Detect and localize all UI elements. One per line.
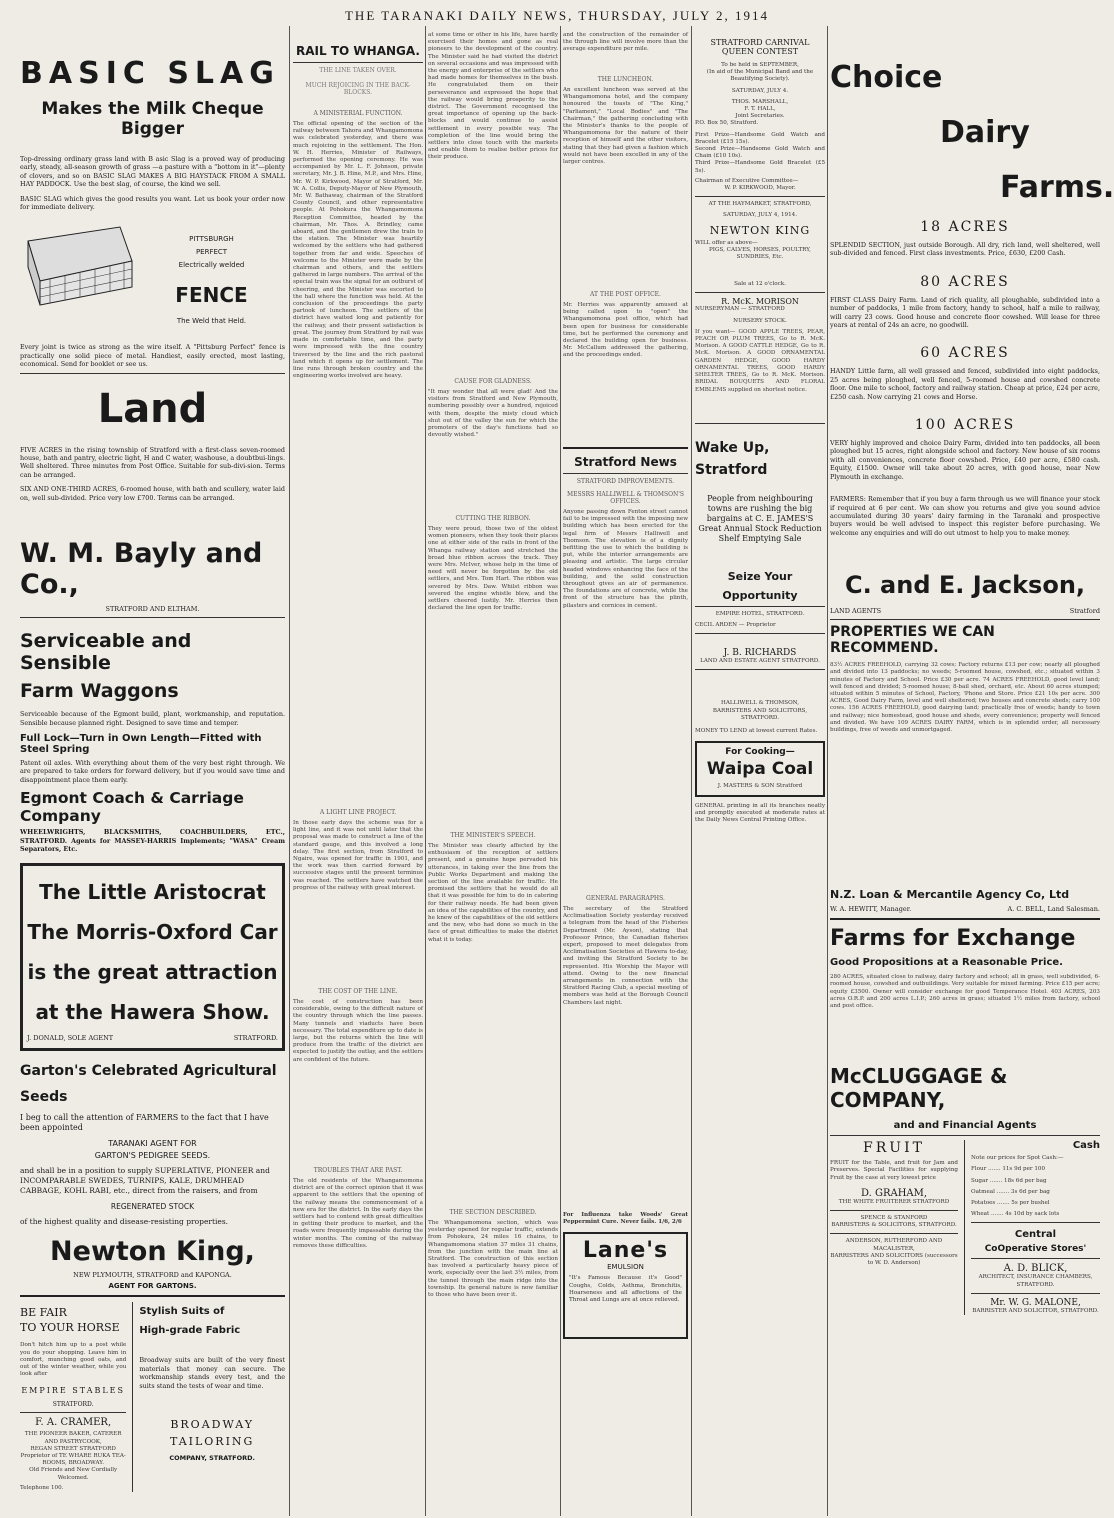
acres-100-heading: 100 ACRES <box>914 417 1016 434</box>
halliwell-ad: HALLIWELL & THOMSON, <box>720 700 799 707</box>
land-heading: Land <box>97 385 208 432</box>
waipa-coal-heading: Waipa Coal <box>706 759 814 780</box>
aristocrat-line-3: is the great attraction <box>27 960 278 985</box>
masthead: THE TARANAKI DAILY NEWS, THURSDAY, JULY 2, 1914 <box>344 8 770 23</box>
to-horse-heading: TO YOUR HORSE <box>20 1321 120 1335</box>
cause-body: "It may wonder that all were glad! And the visitors from Stratford and New Plymouth, numbering possibly over a hundred, rejoiced with them, despite the misty cloud which shut out of the valley the sun for which the promoters of the day's functions had so devoutly wished." <box>428 389 558 439</box>
empire-hotel: EMPIRE HOTEL, STRATFORD. <box>715 610 805 617</box>
jackson-heading: C. and E. Jackson, <box>844 571 1086 600</box>
carnival-kirkwood: W. P. KIRKWOOD, Mayor. <box>724 185 796 192</box>
article-continued-2: and the construction of the remainder of the through line will involve more than the average expenditure per mile. <box>563 32 688 53</box>
column-rule <box>289 26 290 1516</box>
horse-text: Don't hitch him up to a post while you do your shopping. Leave him in comfort, munching good oats, and out of the winter weather, while you look after <box>20 1342 127 1378</box>
five-acres-text: FIVE ACRES in the rising township of Stratford with a first-class seven-roomed house, bath and pantry, electric light, H and C water, washouse, a doubtbui-lings. Well sheltered. Three minutes from Post Office. Suitable for sub-divi-sion. Terms can be arranged. <box>20 445 285 479</box>
cost-body: The cost of construction has been considerable, owing to the difficult nature of the country through which the line passes. Many tunnels and viaducts have been necessary. The total expenditure up to date is large, but the returns which the line will produce from the traffic of the district are expected to justify the outlay, and the settlers are confident of the future. <box>293 999 423 1063</box>
cash-item: Potatoes ....... 5s per bushel <box>971 1199 1050 1206</box>
carnival-prize-1: First Prize—Handsome Gold Watch and Bracelet (£15 15s). <box>695 131 825 145</box>
carnival-held: To be held in SEPTEMBER, <box>721 62 799 68</box>
sale-items: PIGS, CALVES, HORSES, POULTRY, SUNDRIES, Etc. <box>709 246 811 261</box>
pedigree-seeds: GARTON'S PEDIGREE SEEDS. <box>94 1151 211 1161</box>
highest-quality: of the highest quality and disease-resisting properties. <box>20 1217 229 1227</box>
blick-heading: A. D. BLICK, <box>1003 1263 1068 1275</box>
high-grade-fabric: High-grade Fabric <box>139 1325 241 1337</box>
cash-item: Sugar ....... 18s 6d per bag <box>971 1177 1047 1184</box>
mccluggage-heading: McCLUGGAGE & COMPANY, <box>830 1064 1008 1113</box>
graham-sub: THE WHITE FRUITERER STRATFORD <box>838 1198 950 1205</box>
column-4 <box>563 26 688 1339</box>
cramer-line-4: Old Friends and New Cordially Welcomed. <box>29 1467 118 1481</box>
pittsburgh-label: PITTSBURGH <box>189 235 234 244</box>
cost-heading: THE COST OF THE LINE. <box>318 988 398 995</box>
choice-heading: Choice <box>830 60 943 95</box>
farms-heading: Farms. <box>1000 170 1114 205</box>
properties-heading: PROPERTIES WE CAN RECOMMEND. <box>830 624 995 657</box>
rail-sub-2: MUCH REJOICING IN THE BACK-BLOCKS. <box>305 82 411 96</box>
graham-heading: D. GRAHAM, <box>860 1187 928 1199</box>
haymarket-date: SATURDAY, JULY 4, 1914. <box>723 212 797 219</box>
properties-list: 83½ ACRES FREEHOLD, carrying 32 cows; Factory returns £13 per cow; nearly all ploughed and divided into 13 paddocks; no weeds; 5-roomed house, cowshed, etc.; situated within 3 minutes of Factory and School. Price £30 per acre. 74 ACRES FREEHOLD, good level land; well fenced and divided; 5-roomed house; 8-bail shed, orchard, etc. About 60 acres stumped; situated within 5 minutes of School, Factory, 'Phone and Store. Price £21 10s per acre. 300 ACRES, Good Dairy Farm, level and well sheltered; two houses and concrete sheds; carry 100 cows. 156 ACRES FREEHOLD, good dairying land; practically free of weeds; handy to town and railway; nice homestead, good house and sheds, every convenience; property well fenced and divided. We have 109 ACRES DAIRY FARM, which is in splendid order, all necessary buildings, free of weeds and unmortgaged. <box>830 662 1100 733</box>
rail-article-body: The official opening of the section of the railway between Tahora and Whangamomona was celebrated yesterday, and there was much rejoicing in the settlement. The Hon. W. H. Herries, Minister of Railways, performed the opening ceremony. He was accompanied by Mr. L. F. Johnson, private secretary, Mr. J. B. Hine, M.P., and Mrs. Hine, Mr. W. P. Kirkwood, Mayor of Stratford, Mr. W. A. Collis, Deputy-Mayor of New Plymouth, Mr. W. Bathaway, chairman of the Stratford County Council, and other representative people. At Pohokura the Whangamomona Reception Committee, headed by the chairman, Mr. Thos. A. Brindley, came aboard, and the gentlemen drew the train to the station. The Minister was heartily welcomed by the settlers who had gathered together from far and wide. Speeches of welcome to the Minister were made by the chairman and others, and the settlers gathered in large numbers. The arrival of the special train was the signal for an outburst of cheering, and the Minister was escorted to the hall where the function was held. At the conclusion of the proceedings the party partook of luncheon. The settlers of the district have waited long and patiently for the railway, and their present satisfaction is great. The journey from Stratford by rail was made in comfortable time, and the party were impressed with the fine country traversed by the line and the rich pastoral land which it opens up for settlement. The line runs through broken country and the engineering works involved are heavy. <box>293 121 423 380</box>
weld-slogan: The Weld that Held. <box>176 317 247 326</box>
anderson-heading: ANDERSON, RUTHERFORD AND MACALISTER, <box>845 1238 943 1252</box>
general-heading: GENERAL PARAGRAPHS. <box>586 895 665 902</box>
waggons-heading: Farm Waggons <box>20 680 179 703</box>
spence-sub: BARRISTERS & SOLICITORS, STRATFORD. <box>831 1222 957 1229</box>
broadway-heading: BROADWAY <box>170 1417 254 1431</box>
be-fair-heading: BE FAIR <box>20 1306 67 1320</box>
cutting-body: They were proud, those two of the oldest women pioneers, when they took their places one at either side of the rails in front of the Whanga railway station and stretched the broad blue ribbon across the track. They were Mrs. McIver, whose help in the time of need will never be forgotten by the old settlers, and Mrs. Tom Hart. The ribbon was severed by Mrs. Daw. Whilst ribbon was severed the engine whistle blew, and the settlers cheered lustily. Mr. Herries then declared the line open for traffic. <box>428 526 558 612</box>
general-printing: GENERAL printing in all its branches neatly and promptly executed at moderate rates at the Daily News Central Printing Office. <box>695 802 825 823</box>
cramer-line-3: Proprietor of TE WHARE RUKA TEA-ROOMS, BROADWAY. <box>20 1452 126 1467</box>
nursery-list: If you want— GOOD APPLE TREES, PEAR, PEACH OR PLUM TREES, Go to R. McK. Morison. A GOOD CATTLE HEDGE, Go to R. McK. Morison. A GOOD ORNAMENTAL GARDEN HEDGE, GOOD HARDY ORNAMENTAL TREES, GOOD HARDY SHELTER TREES, Go to R. McK. Morison. BRIDAL BOUQUETS AND FLORAL EMBLEMS supplied on shortest notice. <box>695 328 825 393</box>
column-rule <box>691 26 692 1516</box>
general-body: The secretary of the Stratford Acclimatisation Society yesterday received a telegram from the head of the Fisheries Department (Mr. Ayson), stating that Professor Prince, the Canadian fisheries expert, proposed to meet delegates from Acclimatisation Societies at Hawera to-day, and inviting the Stratford Society to be represented. His Worship the Mayor will attend. Owing to the new financial arrangements in connection with the Stratford Racing Club, a special meeting of members was held at the Borough Council Chambers last night. <box>563 906 688 1006</box>
acres-60-heading: 60 ACRES <box>920 345 1010 362</box>
carnival-aid: (In aid of the Municipal Band and the Beautifying Society). <box>706 69 814 83</box>
tailoring-heading: TAILORING <box>169 1434 255 1448</box>
improvements-heading: STRATFORD IMPROVEMENTS. <box>576 478 675 485</box>
carnival-prize-3: Third Prize—Handsome Gold Bracelet (£5 5s). <box>695 160 825 174</box>
column-1 <box>20 26 285 1492</box>
donald-agent: J. DONALD, SOLE AGENT <box>27 1034 114 1043</box>
article-continued-1: at some time or other in his life, have hardly exercised their homes and gone as real pioneers to the development of the country. The Minister said he had visited the district on several occasions and was impressed with the energy and enterprise of the settlers who had made homes for themselves in the bush. He congratulated them on their perseverance and expressed the hope that the railway would bring prosperity to the district. The Government recognised the great importance of opening up the back-blocks and would continue to assist settlement in every possible way. The completion of the line would bring the settlers into close touch with the markets and enable them to realise better prices for their produce. <box>428 32 558 161</box>
milk-cheque-heading: Makes the Milk Cheque Bigger <box>41 99 264 139</box>
acres-18-text: SPLENDID SECTION, just outside Borough. All dry, rich land, well sheltered, well sub-divided and fenced. First class investments. Price, £630, £200 Cash. <box>830 241 1100 258</box>
troubles-heading: TROUBLES THAT ARE PAST. <box>313 1167 403 1174</box>
column-3 <box>428 26 558 1480</box>
spence-heading: SPENCE & STANFORD <box>860 1214 928 1221</box>
column-6 <box>830 26 1114 1315</box>
section-heading: THE SECTION DESCRIBED. <box>449 1209 537 1216</box>
hewitt-manager: W. A. HEWITT, Manager. <box>830 905 912 914</box>
sale-time: Sale at 12 o'clock. <box>734 281 786 288</box>
richards-sub: LAND AND ESTATE AGENT STRATFORD. <box>700 658 820 665</box>
emulsion-logo: EMULSION <box>607 1263 644 1272</box>
column-rule <box>425 26 426 1516</box>
light-line-body: In those early days the scheme was for a light line, and it was not until later that the proposal was made to construct a line of the standard gauge, and this involved a long delay. The first section, from Stratford to Ngaire, was opened for traffic in 1901, and the work was then carried forward by successive stages until the present terminus was reached. The settlers have watched the progress of the railway with great interest. <box>293 820 423 891</box>
newton-king-sale-heading: NEWTON KING <box>709 223 811 237</box>
fruit-text: FRUIT for the Table, and fruit for Jam and Preserves. Special Facilities for supplying Fruit by the case at very lowest price <box>830 1160 958 1181</box>
stratford-news-heading: Stratford News <box>574 455 677 469</box>
cash-heading: Cash <box>1072 1140 1100 1152</box>
carnival-joint: Joint Secretaries. <box>735 113 785 120</box>
cutting-heading: CUTTING THE RIBBON. <box>455 515 531 522</box>
nursery-stock: NURSERY STOCK. <box>733 317 787 324</box>
carnival-heading: STRATFORD CARNIVAL QUEEN CONTEST <box>710 38 810 56</box>
rail-sub-3: A MINISTERIAL FUNCTION. <box>313 110 403 117</box>
electric-label: Electrically welded <box>178 261 245 270</box>
jackson-land-agents: LAND AGENTS <box>830 607 882 616</box>
aristocrat-line-4: at the Hawera Show. <box>35 1000 270 1025</box>
richards-heading: J. B. RICHARDS <box>723 648 797 659</box>
aristocrat-line-2: The Morris-Oxford Car <box>27 920 278 945</box>
dairy-heading: Dairy <box>940 115 1030 150</box>
bell-salesman: A. C. BELL, Land Salesman. <box>1007 905 1100 914</box>
improvements-body: Anyone passing down Fenton street cannot fail to be impressed with the imposing new building which has been erected for the legal firm of Messrs Halliwell and Thomson. The elevation is of a dignity befitting the use to which the building is put, while the interior arrangements are pleasing and artistic. The large circular headed windows enhancing the face of the building, and the solid construction throughout gives an air of permanence. The foundations are of concrete, while the front of the structure has the plinth, pilasters and cornices in cement. <box>563 509 688 609</box>
bayly-sub: STRATFORD AND ELTHAM. <box>105 605 200 614</box>
stylish-suits: Stylish Suits of <box>139 1306 225 1318</box>
regenerated-stock: REGENERATED STOCK <box>110 1202 195 1212</box>
egmont-sub: WHEELWRIGHTS, BLACKSMITHS, COACHBUILDERS, ETC., STRATFORD. Agents for MASSEY-HARRIS Implements; "WASA" Cream Separators, Etc. <box>20 828 285 853</box>
perfect-label: PERFECT <box>195 248 228 257</box>
jackson-town: Stratford <box>1069 607 1100 616</box>
patent-text: Patent oil axles. With everything about them of the very best right through. We are prepared to take orders for forward delivery, but if you would save time and disappointment place them early. <box>20 758 285 784</box>
empire-stables-town: STRATFORD. <box>52 1401 94 1409</box>
post-office-body: Mr. Herries was apparently amused at being called upon to "open" the Whangamomona post office, which had been open for business for considerable time, but he performed the ceremony and declared the building open for business. Mr. McCallum addressed the gathering, and the proceedings ended. <box>563 302 688 359</box>
ministers-heading: THE MINISTER'S SPEECH. <box>450 832 536 839</box>
acres-18-heading: 18 ACRES <box>920 219 1010 235</box>
newton-king-sub: NEW PLYMOUTH, STRATFORD and KAPONGA. <box>73 1271 232 1280</box>
cash-item: Wheat ....... 4s 10d by sack lots <box>971 1211 1060 1218</box>
nz-loan-heading: N.Z. Loan & Mercantile Agency Co, Ltd <box>830 888 1070 902</box>
carnival-hall: F. T. HALL, <box>744 106 776 113</box>
column-rule <box>827 26 828 1516</box>
central-heading: Central <box>1014 1229 1057 1241</box>
lanes-ad-text: "It's Famous Because it's Good" Coughs, Colds, Asthma, Bronchitis, Hoarseness and all affections of the Throat and Lungs are at once relieved. <box>569 1275 682 1304</box>
every-joint-text: Every joint is twice as strong as the wire itself. A "Pittsburg Perfect" fence is practically one solid piece of metal. Handiest, easily erected, most lasting, economical. Send for booklet or see us. <box>20 343 285 369</box>
column-2 <box>293 26 423 1428</box>
agent-gartons: AGENT FOR GARTONS. <box>108 1282 197 1291</box>
broadway-text: Broadway suits are built of the very finest materials that money can secure. The workmanship stands every test, and the suits stand the tests of wear and time. <box>139 1356 285 1390</box>
luncheon-body: An excellent luncheon was served at the Whangamomona hotel, and the company honoured the toasts of "The King," "Parliament," "Local Bodies" and "The Chairman," the gathering concluding with the Minister's thanks to the people of Whangamomona for the nature of their reception of himself and the other visitors, stating that they had given a fashion which would not have been excelled in any of the larger centres. <box>563 87 688 166</box>
cause-heading: CAUSE FOR GLADNESS. <box>454 378 532 385</box>
financial-agents: and and Financial Agents <box>893 1120 1037 1132</box>
telephone: Telephone 100. <box>20 1484 64 1491</box>
newton-king-heading: Newton King, <box>50 1236 255 1268</box>
basic-slag-heading: BASIC SLAG <box>20 56 280 91</box>
bayly-heading: W. M. Bayly and Co., <box>20 538 263 601</box>
taranaki-agent: TARANAKI AGENT FOR <box>108 1139 197 1149</box>
cash-item: Oatmeal ....... 3s 6d per bag <box>971 1188 1050 1195</box>
serviceable-heading: Serviceable and Sensible <box>20 630 192 675</box>
broadway-company: COMPANY, STRATFORD. <box>169 1453 255 1462</box>
carnival-box: P.O. Box 50, Stratford. <box>695 120 759 127</box>
garton-supply: and shall be in a position to supply SUPERLATIVE, PIONEER and INCOMPARABLE SWEDES, TURNIPS, KALE, DRUMHEAD CABBAGE, KOHL RABI, etc., direct from the raisers, and from <box>20 1166 270 1196</box>
cramer-heading: F. A. CRAMER, <box>35 1417 112 1429</box>
waipa-coal-ad <box>695 741 825 796</box>
malone-sub: BARRISTER AND SOLICITOR, STRATFORD. <box>972 1307 1099 1314</box>
cash-item: Flour ....... 11s 9d per 100 <box>971 1166 1046 1173</box>
carnival-marshall: THOS. MARSHALL, <box>731 98 789 105</box>
aristocrat-line-1: The Little Aristocrat <box>39 880 266 905</box>
acres-80-text: FIRST CLASS Dairy Farm. Land of rich quality, all ploughable, subdivided into a number of paddocks, 1 mile from factory, handy to school, half a mile to railway, will carry 23 cows. Good house and concrete floor cowshed. Will lease for three years at rental of 24s an acre, no goodwill. <box>830 295 1100 330</box>
topdress-text: Top-dressing ordinary grass land with B asic Slag is a proved way of producing early, steady, all-season growth of grass —a pasture with a "bottom in it"—plenty of clovers, and so on BASIC SLAG MAKES A BIG HAYSTACK FROM A SMALL HAY PADDOCK. Use the best slag, of course, the kind we sell. <box>20 155 285 189</box>
lanes-logo: Lane's <box>582 1238 669 1264</box>
fence-illustration <box>20 221 138 311</box>
troubles-body: The old residents of the Whangamomona district are of the correct opinion that it was apparent to the settlers that the opening of the railway means the commencement of a new era for the district. In the early days the settlers had to contend with great difficulties in getting their produce to market, and the roads were frequently impassable during the winter months. The coming of the railway removes these difficulties. <box>293 1178 423 1249</box>
fence-heading: FENCE <box>175 283 248 308</box>
halliwell-sub: BARRISTERS AND SOLICITORS, STRATFORD. <box>712 707 808 721</box>
luncheon-heading: THE LUNCHEON. <box>597 76 654 83</box>
garton-heading: Garton's Celebrated Agricultural <box>20 1063 277 1080</box>
cramer-line-1: THE PIONEER BAKER, CATERER AND PASTRYCOOK, <box>24 1431 122 1445</box>
exchange-heading: Farms for Exchange <box>830 926 1076 952</box>
cramer-line-2: REGAN STREET STRATFORD <box>30 1445 116 1452</box>
column-5 <box>695 26 825 824</box>
column-rule <box>560 26 561 1516</box>
acres-100-text: VERY highly improved and choice Dairy Farm, divided into ten paddocks, all been ploughed but 15 acres, right alongside school and factory. New house of six rooms with all conveniences, concrete floor cowshed. Price, £40 per acre, £580 cash. Equity, £1500. Owner will take about 20 acres, with good house, near New Plymouth in exchange. <box>830 439 1100 481</box>
light-line-heading: A LIGHT LINE PROJECT. <box>319 809 397 816</box>
malone-heading: Mr. W. G. MALONE, <box>990 1297 1081 1308</box>
carnival-saturday: SATURDAY, JULY 4. <box>731 87 789 94</box>
acres-80-heading: 80 ACRES <box>920 273 1010 290</box>
full-lock-heading: Full Lock—Turn in Own Length—Fitted with Steel Spring <box>20 732 262 755</box>
seeds-heading: Seeds <box>20 1089 68 1106</box>
egmont-heading: Egmont Coach & Carriage Company <box>20 789 244 826</box>
six-acres-text: SIX AND ONE-THIRD ACRES, 6-roomed house, with bath and scullery, water laid on, well sub-divided. Price very low £700. Terms can be arranged. <box>20 485 285 502</box>
coop-heading: CoOperative Stores' <box>984 1244 1087 1255</box>
farmers-text: FARMERS: Remember that if you buy a farm through us we will finance your stock if required at 6 per cent. We can show you returns and give you sound advice accumulated during 30 years' dairy farming in the Taranaki and prospective buyers would be well advised to inspect this register before purchasing. We welcome any enquiries and will do out utmost to help you to make money. <box>830 495 1100 537</box>
waggon-text: Serviceable because of the Egmont build, plant, workmanship, and reputation. Sensible because planned right. Designed to save time and temper. <box>20 710 285 727</box>
empire-stables: EMPIRE STABLES <box>21 1386 125 1396</box>
cecil-arden: CECIL ARDEN — Proprietor <box>695 622 776 629</box>
post-office-heading: AT THE POST OFFICE. <box>590 291 661 298</box>
garton-beg: I beg to call the attention of FARMERS to the fact that I have been appointed <box>20 1113 269 1133</box>
rail-sub-1: THE LINE TAKEN OVER. <box>319 67 397 74</box>
opportunity-heading: Opportunity <box>722 588 798 602</box>
seize-heading: Seize Your <box>727 569 793 583</box>
morison-heading: R. McK. MORISON <box>721 297 799 307</box>
rail-heading: RAIL TO WHANGA. <box>296 44 420 58</box>
will-offer: WILL offer as above— <box>695 239 758 246</box>
wake-stratford-heading: Stratford <box>695 461 768 478</box>
blick-sub: ARCHITECT, INSURANCE CHAMBERS, STRATFORD. <box>978 1274 1093 1288</box>
cash-note: Note our prices for Spot Cash:— <box>971 1155 1064 1162</box>
good-propositions: Good Propositions at a Reasonable Price. <box>830 957 1063 969</box>
ministers-body: The Minister was clearly affected by the enthusiasm of the reception of settlers present, and a genuine hope pervaded his utterances, in taking over the line from the Public Works Department and making the section of the line available for traffic. He promised the settlers that he would do all that it was possible for him to do in catering for their railway needs. He had been given an idea of the capabilities of the country, and he knew of the capabilities of the old settlers and the new, who had done so much in the face of great difficulties to make the district what it is today. <box>428 843 558 943</box>
masters-son: J. MASTERS & SON Stratford <box>717 783 803 790</box>
morris-oxford-ad <box>20 863 285 1051</box>
halliwell-heading: MESSRS HALLIWELL & THOMSON'S OFFICES. <box>566 491 685 505</box>
carnival-chairman: Chairman of Executive Committee— <box>695 177 799 184</box>
anderson-sub: BARRISTERS AND SOLICITORS (successors to W. D. Anderson) <box>830 1252 958 1266</box>
haymarket-heading: AT THE HAYMARKET, STRATFORD, <box>708 201 812 208</box>
section-body: The Whangamomona section, which was yesterday opened for regular traffic, extends from Pohokura, 24 miles 16 chains, to Whangamomona station 37 miles 31 chains, from the junction with the main line at Stratford. The construction of this section has involved a particularly heavy piece of work, especially over the last 3½ miles, from the tunnel through the main ridge into the township. Its general nature is now familiar to those who have been over it. <box>428 1220 558 1299</box>
for-cooking: For Cooking— <box>725 747 795 758</box>
james-sale-text: People from neighbouring towns are rushing the big bargains at C. E. JAMES'S Great Annual Stock Reduction Shelf Emptying Sale <box>698 493 822 543</box>
woods-ad: For Influenza take Woods' Great Peppermint Cure. Never fails. 1/6, 2/6 <box>563 1212 688 1226</box>
basic-slag-note: BASIC SLAG which gives the good results you want. Let us book your order now for immediate delivery. <box>20 194 285 212</box>
acres-60-text: HANDY Little farm, all well grassed and fenced, subdivided into eight paddocks, 25 acres being ploughed, well fenced, 5-roomed house and cowshed concrete floor. One mile to school, factory and railway station. Cheap at price, £24 per acre, £250 cash. Now carrying 21 cows and Horse. <box>830 367 1100 401</box>
fruit-heading: FRUIT <box>863 1140 925 1157</box>
wake-up-heading: Wake Up, <box>695 439 770 456</box>
donald-town: STRATFORD. <box>233 1034 278 1043</box>
nurseryman: NURSERYMAN — STRATFORD <box>695 306 785 313</box>
exchange-list: 280 ACRES, situated close to railway, dairy factory and school; all in grass, well subdivided, 6-roomed house, cowshed and outbuildings. Very suitable for mixed farming. Price £15 per acre; equity £3500. Owner will consider exchange for good Temperance Hotel. 403 ACRES, 203 acres O.R.P. and 200 acres L.I.P.; 260 acres in grass; situated 1½ miles from factory, school and post office. <box>830 974 1100 1009</box>
lanes-emulsion-ad <box>563 1232 688 1339</box>
carnival-prize-2: Second Prize—Handsome Gold Watch and Chain (£10 10s). <box>695 146 825 160</box>
money-to-lend: MONEY TO LEND at lowest current Rates. <box>695 728 818 735</box>
